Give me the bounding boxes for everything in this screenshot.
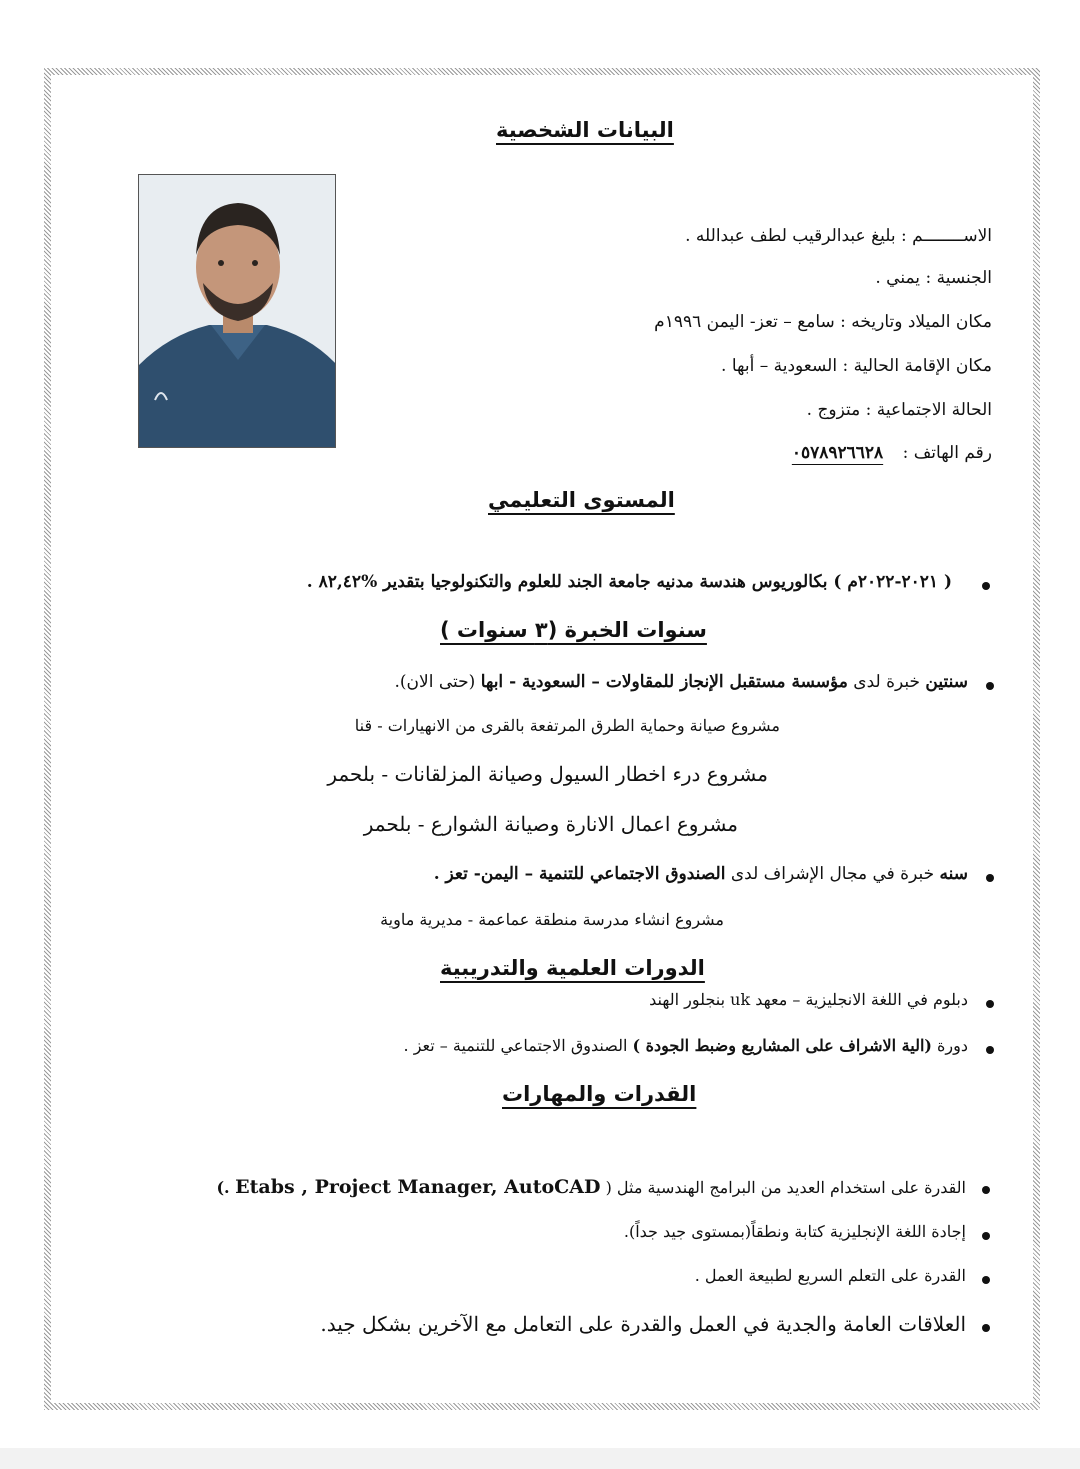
skill-1-text: القدرة على استخدام العديد من البرامج الهندسية مثل ( bbox=[600, 1178, 966, 1197]
course-bullet-1 bbox=[986, 1000, 994, 1008]
skill-item-4: العلاقات العامة والجدية في العمل والقدرة على التعامل مع الآخرين بشكل جيد. bbox=[320, 1312, 966, 1336]
experience-2-duration: سنه bbox=[939, 864, 968, 884]
course-item-2 bbox=[404, 1036, 968, 1055]
experience-bullet-1 bbox=[986, 682, 994, 690]
course-2-prefix: دورة bbox=[931, 1036, 968, 1055]
skill-item-3: القدرة على التعلم السريع لطبيعة العمل . bbox=[694, 1266, 966, 1285]
skill-bullet-3 bbox=[982, 1276, 990, 1284]
experience-1-duration: سنتين bbox=[925, 672, 968, 692]
name-line: الاســــــــم : بليغ عبدالرقيب لطف عبدالله . bbox=[685, 226, 992, 246]
project-2: مشروع درء اخطار السيول وصيانة المزلقانات - بلحمر bbox=[327, 762, 768, 786]
experience-1-period: (حتى الان). bbox=[394, 672, 481, 692]
skill-item-1 bbox=[216, 1176, 966, 1198]
phone-line bbox=[792, 443, 992, 463]
course-2-provider: الصندوق الاجتماعي للتنمية – تعز . bbox=[403, 1036, 633, 1055]
course-2-title: (الية الاشراف على المشاريع وضبط الجودة ) bbox=[632, 1036, 932, 1055]
experience-item-1 bbox=[395, 672, 969, 692]
residence-line: مكان الإقامة الحالية : السعودية – أبها . bbox=[721, 356, 992, 376]
profile-photo bbox=[138, 174, 336, 448]
education-heading: المستوى التعليمي bbox=[488, 488, 675, 512]
skill-item-2: إجادة اللغة الإنجليزية كتابة ونطقاً(بمستوى جيد جداً). bbox=[623, 1222, 966, 1241]
experience-2-org: الصندوق الاجتماعي للتنمية – اليمن- تعز . bbox=[433, 864, 726, 884]
skill-bullet-2 bbox=[982, 1232, 990, 1240]
birth-line: مكان الميلاد وتاريخه : سامع – تعز- اليمن ١٩٩٦م bbox=[654, 312, 992, 332]
experience-1-company: مؤسسة مستقبل الإنجاز للمقاولات – السعودية - ابها bbox=[480, 672, 848, 692]
skill-bullet-4 bbox=[982, 1324, 990, 1332]
phone-value: ٠٥٧٨٩٢٦٦٢٨ bbox=[791, 443, 884, 463]
skill-1-end: .) bbox=[216, 1178, 236, 1197]
project-4: مشروع انشاء مدرسة منطقة عماعمة - مديرية ماوية bbox=[380, 910, 724, 929]
skills-heading: القدرات والمهارات bbox=[502, 1082, 697, 1106]
skill-bullet-1 bbox=[982, 1186, 990, 1194]
phone-label: رقم الهاتف : bbox=[902, 443, 992, 463]
education-item: ( ٢٠٢١-٢٠٢٢م ) بكالوريوس هندسة مدنيه جامعة الجند للعلوم والتكنولوجيا بتقدير %٨٢,٤٢ . bbox=[306, 572, 952, 592]
experience-2-text: خبرة في مجال الإشراف لدى bbox=[725, 864, 940, 884]
project-1: مشروع صيانة وحماية الطرق المرتفعة بالقرى من الانهيارات - قنا bbox=[354, 716, 780, 735]
experience-1-text: خبرة لدى bbox=[847, 672, 926, 692]
experience-item-2 bbox=[434, 864, 968, 884]
experience-heading: سنوات الخبرة (٣ سنوات ) bbox=[440, 618, 707, 642]
course-bullet-2 bbox=[986, 1046, 994, 1054]
experience-bullet-2 bbox=[986, 874, 994, 882]
project-3: مشروع اعمال الانارة وصيانة الشوارع - بلحمر bbox=[363, 812, 738, 836]
education-bullet bbox=[982, 582, 990, 590]
courses-heading: الدورات العلمية والتدريبية bbox=[440, 956, 705, 980]
marital-line: الحالة الاجتماعية : متزوج . bbox=[806, 400, 992, 420]
nationality-line: الجنسية : يمني . bbox=[875, 268, 992, 288]
personal-heading: البيانات الشخصية bbox=[496, 118, 674, 142]
person-photo-icon bbox=[139, 175, 336, 448]
skill-1-software: Etabs , Project Manager, AutoCAD bbox=[235, 1176, 601, 1198]
course-item-1: دبلوم في اللغة الانجليزية – معهد uk بنجلور الهند bbox=[649, 990, 968, 1009]
